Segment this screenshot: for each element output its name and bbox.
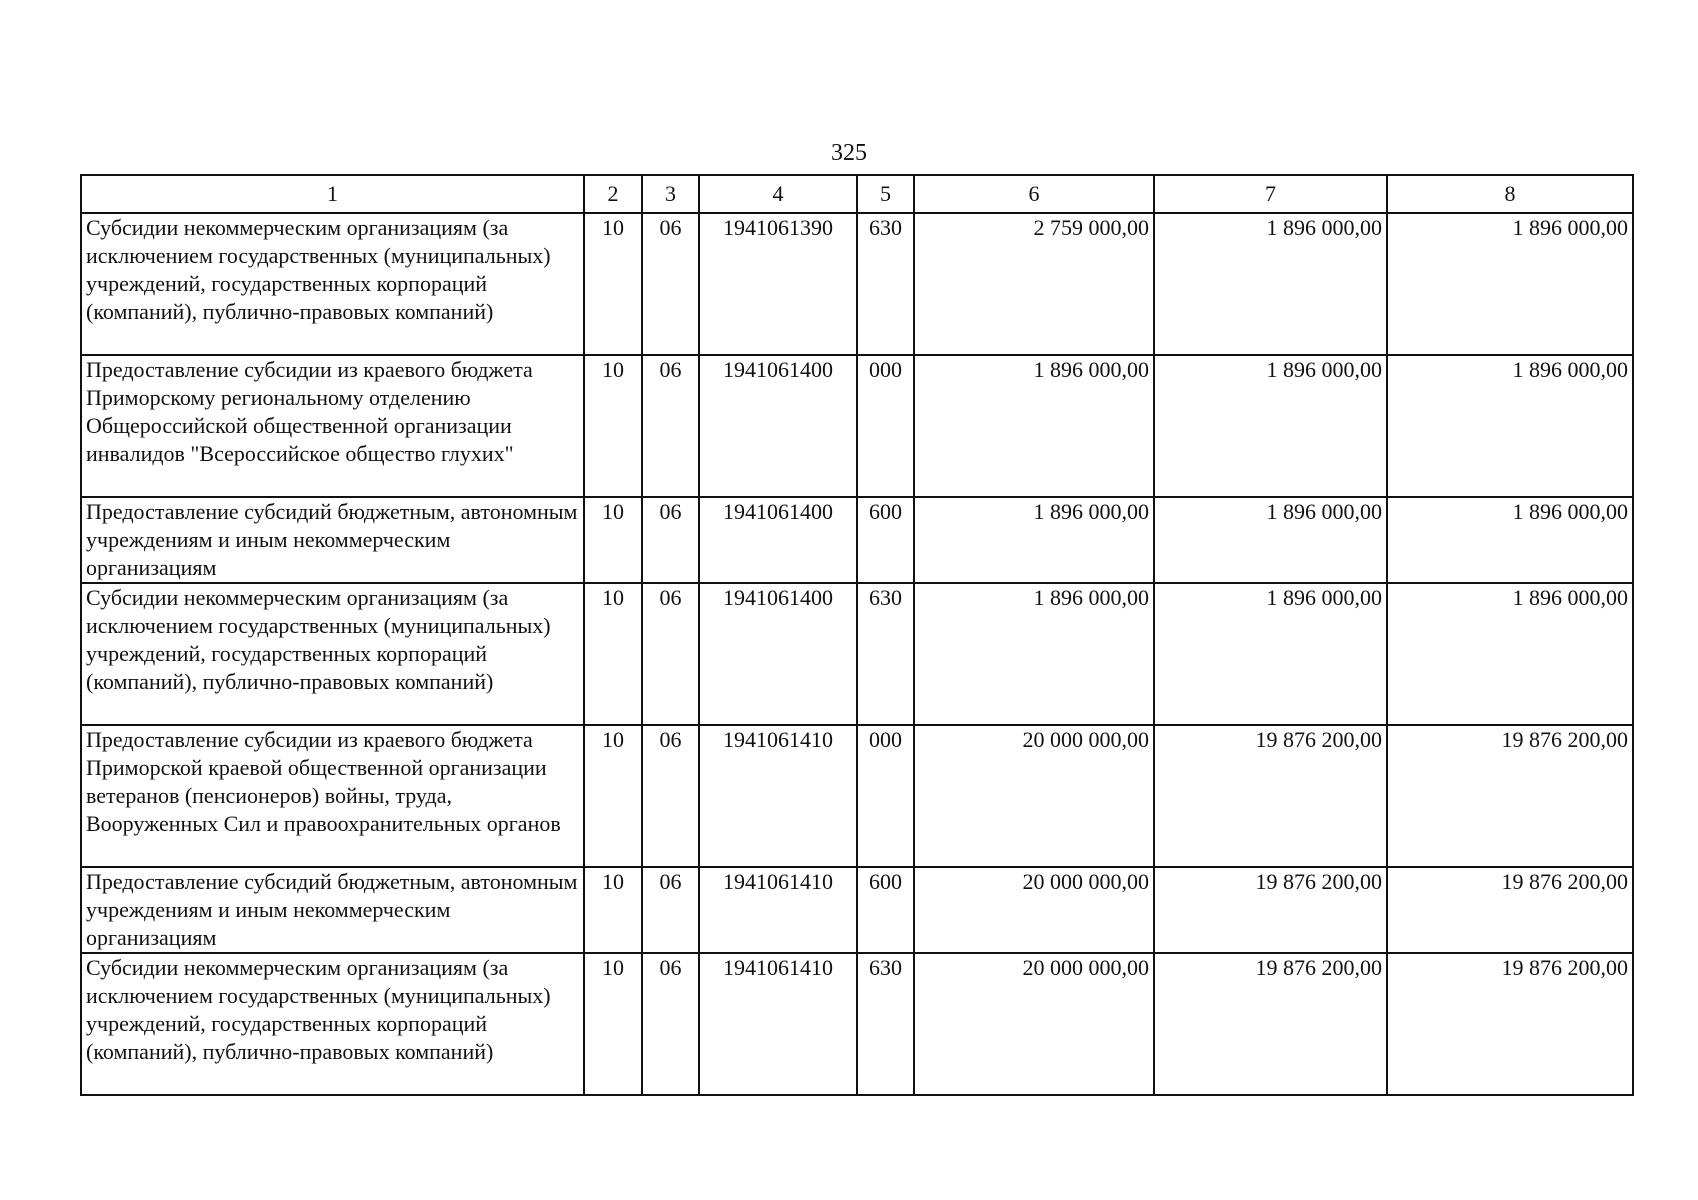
section-code: 10 xyxy=(584,355,642,497)
table-row xyxy=(81,953,1633,1095)
header-cell-5: 5 xyxy=(857,175,914,213)
target-article-code: 1941061400 xyxy=(699,583,857,725)
subsection-code: 06 xyxy=(642,953,699,1095)
expense-type-code: 000 xyxy=(857,725,914,867)
subsection-code: 06 xyxy=(642,213,699,355)
expense-type-code: 600 xyxy=(857,867,914,953)
amount-col-7: 19 876 200,00 xyxy=(1154,867,1387,953)
item-name: Субсидии некоммерческим организациям (за исключением государственных (муниципальных) учреждений, государственных корпораций (компаний), публично-правовых компаний) xyxy=(81,953,584,1095)
table-row xyxy=(81,497,1633,583)
amount-col-8: 19 876 200,00 xyxy=(1387,867,1633,953)
amount-col-8: 1 896 000,00 xyxy=(1387,355,1633,497)
section-code: 10 xyxy=(584,497,642,583)
item-name: Предоставление субсидий бюджетным, автономным учреждениям и иным некоммерческим организациям xyxy=(81,497,584,583)
item-name: Предоставление субсидии из краевого бюджета Приморскому региональному отделению Общероссийской общественной организации инвалидов "Всероссийское общество глухих" xyxy=(81,355,584,497)
amount-col-7: 1 896 000,00 xyxy=(1154,497,1387,583)
budget-table xyxy=(80,174,1634,1096)
expense-type-code: 630 xyxy=(857,583,914,725)
amount-col-6: 20 000 000,00 xyxy=(914,953,1154,1095)
header-row xyxy=(81,175,1633,213)
expense-type-code: 000 xyxy=(857,355,914,497)
target-article-code: 1941061400 xyxy=(699,355,857,497)
amount-col-8: 1 896 000,00 xyxy=(1387,213,1633,355)
table-row xyxy=(81,355,1633,497)
target-article-code: 1941061410 xyxy=(699,725,857,867)
header-cell-3: 3 xyxy=(642,175,699,213)
target-article-code: 1941061410 xyxy=(699,867,857,953)
header-cell-6: 6 xyxy=(914,175,1154,213)
amount-col-6: 1 896 000,00 xyxy=(914,355,1154,497)
section-code: 10 xyxy=(584,953,642,1095)
section-code: 10 xyxy=(584,725,642,867)
item-name: Предоставление субсидии из краевого бюджета Приморской краевой общественной организации ветеранов (пенсионеров) войны, труда, Вооруженных Сил и правоохранительных органов xyxy=(81,725,584,867)
section-code: 10 xyxy=(584,583,642,725)
amount-col-8: 1 896 000,00 xyxy=(1387,583,1633,725)
section-code: 10 xyxy=(584,867,642,953)
target-article-code: 1941061410 xyxy=(699,953,857,1095)
amount-col-6: 1 896 000,00 xyxy=(914,497,1154,583)
subsection-code: 06 xyxy=(642,867,699,953)
subsection-code: 06 xyxy=(642,355,699,497)
amount-col-8: 1 896 000,00 xyxy=(1387,497,1633,583)
expense-type-code: 600 xyxy=(857,497,914,583)
amount-col-8: 19 876 200,00 xyxy=(1387,953,1633,1095)
header-cell-8: 8 xyxy=(1387,175,1633,213)
table-row xyxy=(81,725,1633,867)
amount-col-6: 2 759 000,00 xyxy=(914,213,1154,355)
table-row xyxy=(81,213,1633,355)
amount-col-6: 20 000 000,00 xyxy=(914,867,1154,953)
amount-col-7: 1 896 000,00 xyxy=(1154,583,1387,725)
amount-col-7: 19 876 200,00 xyxy=(1154,725,1387,867)
target-article-code: 1941061390 xyxy=(699,213,857,355)
item-name: Субсидии некоммерческим организациям (за исключением государственных (муниципальных) учреждений, государственных корпораций (компаний), публично-правовых компаний) xyxy=(81,583,584,725)
expense-type-code: 630 xyxy=(857,953,914,1095)
subsection-code: 06 xyxy=(642,725,699,867)
item-name: Предоставление субсидий бюджетным, автономным учреждениям и иным некоммерческим организациям xyxy=(81,867,584,953)
subsection-code: 06 xyxy=(642,583,699,725)
table-row xyxy=(81,867,1633,953)
target-article-code: 1941061400 xyxy=(699,497,857,583)
amount-col-6: 20 000 000,00 xyxy=(914,725,1154,867)
amount-col-8: 19 876 200,00 xyxy=(1387,725,1633,867)
amount-col-7: 19 876 200,00 xyxy=(1154,953,1387,1095)
amount-col-7: 1 896 000,00 xyxy=(1154,213,1387,355)
table-row xyxy=(81,583,1633,725)
header-cell-1: 1 xyxy=(81,175,584,213)
amount-col-6: 1 896 000,00 xyxy=(914,583,1154,725)
expense-type-code: 630 xyxy=(857,213,914,355)
item-name: Субсидии некоммерческим организациям (за исключением государственных (муниципальных) учреждений, государственных корпораций (компаний), публично-правовых компаний) xyxy=(81,213,584,355)
header-cell-7: 7 xyxy=(1154,175,1387,213)
header-cell-4: 4 xyxy=(699,175,857,213)
amount-col-7: 1 896 000,00 xyxy=(1154,355,1387,497)
subsection-code: 06 xyxy=(642,497,699,583)
page-number: 325 xyxy=(831,140,867,166)
section-code: 10 xyxy=(584,213,642,355)
header-cell-2: 2 xyxy=(584,175,642,213)
